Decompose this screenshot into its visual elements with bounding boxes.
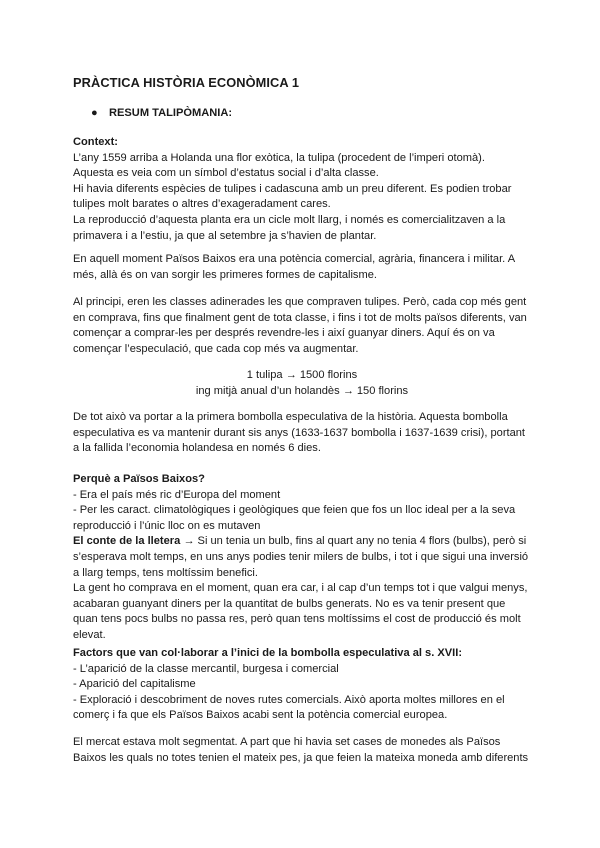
factors-item: - Aparició del capitalisme (73, 678, 196, 691)
factors-item: - Exploració i descobriment de noves rutes comercials. Això aporta moltes millores en el comerç i fa que els Països Baixos acabi sent la potència comercial europea. (73, 693, 505, 722)
price-line: 1 tulipa → 1500 florins (246, 369, 358, 381)
paragraph-moment-text: En aquell moment Països Baixos era una potència comercial, agrària, financera i militar. A més, allà és on van sorgir les primeres formes de capitalisme. (73, 253, 515, 281)
document-title: PRÀCTICA HISTÒRIA ECONÒMICA 1 (73, 75, 300, 90)
paragraph-principi (73, 295, 531, 357)
paragraph-mercat (73, 735, 531, 766)
bullet-dot-icon: ● (91, 107, 98, 119)
summary-bullet-label: RESUM TALIPÒMANIA: (109, 107, 233, 119)
why-heading: Perquè a Països Baixos? (73, 473, 205, 485)
context-section (73, 135, 531, 244)
price-line: ing mitjà anual d’un holandès → 150 florins (195, 384, 409, 397)
tale-paragraph-2: La gent ho comprava en el moment, quan era car, i al cap d’un temps tot i que valgui menys, acabaran guanyant diners per la quantitat de bulbs generats. No es va tenir present que quan tens pocs bulbs no passa res, però quan tens moltíssims el cost de producció és molt elevat. (73, 582, 528, 641)
why-section (73, 472, 531, 644)
tale-heading: El conte de la lletera (73, 535, 181, 548)
context-heading: Context: (73, 136, 118, 148)
paragraph-moment (73, 252, 531, 283)
context-line: Hi havia diferents espècies de tulipes i cadascuna amb un preu diferent. Es podien trobar tulipes molt barates o altres d’exageradament cares. (73, 182, 512, 211)
factors-heading: Factors que van col·laborar a l’inici de la bombolla especulativa al s. XVII: (73, 647, 463, 659)
paragraph-mercat-text: El mercat estava molt segmentat. A part que hi havia set cases de monedes als Països Baixos les quals no totes tenien el mateix pes, ja que feien la mateixa moneda amb diferents (73, 736, 529, 764)
why-item: - Era el país més ric d’Europa del moment (73, 488, 281, 501)
tale-text: → Si un tenia un bulb, fins al quart any no tenia 4 flors (bulbs), però si s’esperava molt temps, en uns anys podies tenir milers de bulbs, i tot i que sigui una inversió a llarg temps, tens moltíssim benefici. (73, 535, 529, 579)
paragraph-bombolla-text: De tot això va portar a la primera bombolla especulativa de la història. Aquesta bombolla especulativa es va mantenir durant sis anys (1633-1637 bombolla i 1637-1639 crisi), portant a la fallida l’economia holandesa en només 6 dies. (73, 411, 526, 455)
price-comparison (73, 368, 531, 399)
context-line: Aquesta es veia com un símbol d’estatus social i d’alta classe. (73, 167, 379, 180)
context-line: La reproducció d’aquesta planta era un cicle molt llarg, i només es comercialitzaven a la primavera i a l’estiu, ja que al setembre ja s’havien de plantar. (73, 213, 506, 242)
context-line: L’any 1559 arriba a Holanda una flor exòtica, la tulipa (procedent de l’imperi otomà). (73, 151, 485, 164)
paragraph-bombolla (73, 410, 531, 457)
factors-section (73, 646, 531, 724)
factors-item: - L’aparició de la classe mercantil, burgesa i comercial (73, 662, 339, 675)
tale-paragraph (73, 534, 531, 581)
why-item: - Per les caract. climatològiques i geològiques que feien que fos un lloc ideal per a la seva reproducció i l’únic lloc on es mutaven (73, 504, 516, 532)
summary-bullet (91, 106, 232, 122)
paragraph-principi-text: Al principi, eren les classes adinerades les que compraven tulipes. Però, cada cop més gent en comprava, fins que finalment gent de tota classe, i fins i tot de molts països diferents, van començar a comprar-les per després revendre-les i així guanyar diners. Aquí és on va començar l’especulació, que cada cop més va augmentar. (73, 296, 527, 355)
